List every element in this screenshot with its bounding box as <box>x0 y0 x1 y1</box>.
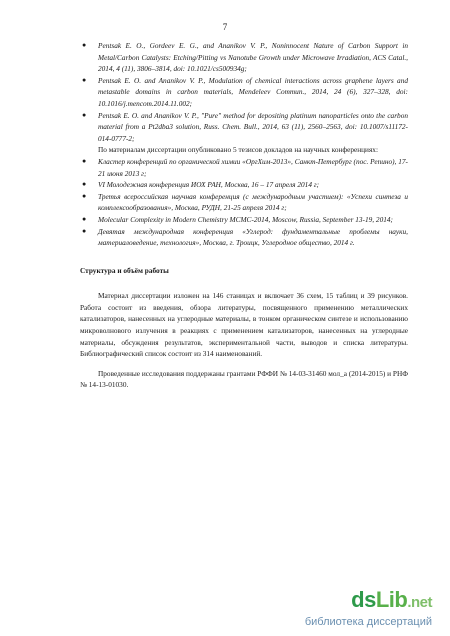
conference-text: Кластер конференций по органической химии «ОргХим-2013», Санкт-Петербург (пос. Репино), 17-21 июня 2013 г; <box>98 156 408 178</box>
bullet-icon: ● <box>82 226 87 235</box>
conference-item <box>80 191 408 214</box>
conference-item <box>80 179 408 191</box>
publication-text: Pentsak E. O., Gordeev E. G., and Ananikov V. P., Noninnocent Nature of Carbon Support in Metal/Carbon Catalysts: Etching/Pitting vs Nanotube Growth under Microwave Irradiation, ACS Catal., 2014, 4 (11), 3806–3814, doi: 10.1021/cs500934g; <box>98 41 408 74</box>
conference-list <box>80 156 408 249</box>
publication-item <box>80 75 408 110</box>
bullet-icon: ● <box>82 110 87 119</box>
theses-intro: По материалам диссертации опубликовано 5 тезисов докладов на научных конференциях: <box>98 145 378 155</box>
bullet-icon: ● <box>82 180 87 189</box>
conference-item <box>80 226 408 249</box>
publication-list <box>80 40 408 144</box>
publication-item <box>80 40 408 75</box>
conference-item <box>80 214 408 226</box>
publication-text: Pentsak E. O. and Ananikov V. P., "Pure" method for depositing platinum nanoparticles onto the carbon material from a Pt2dba3 solution, Russ. Chem. Bull., 2014, 63 (11), 2560–2563, doi: 10.1007/s11172-014-0777-2; <box>98 110 408 143</box>
bullet-icon: ● <box>82 41 87 49</box>
page-content <box>80 40 408 391</box>
watermark-caption: библиотека диссертаций <box>304 616 432 628</box>
conference-item <box>80 156 408 179</box>
conference-text: Девятая международная конференция «Углерод: фундаментальные проблемы науки, материаловедение, технология», Москва, г. Троицк, Углеродное общество, 2014 г. <box>98 226 408 248</box>
publication-item <box>80 110 408 145</box>
dslib-watermark <box>305 589 432 628</box>
section-heading: Структура и объём работы <box>80 265 169 275</box>
dslib-logo: dsLib.net <box>351 587 432 612</box>
page-number: 7 <box>222 22 228 32</box>
grants-paragraph: Проведенные исследования поддержаны грантами РФФИ № 14-03-31460 мол_а (2014-2015) и РНФ № 14-13-01030. <box>80 368 408 390</box>
conference-text: Третья всероссийская научная конференция (с международным участием): «Успехи синтеза и комплексообразования», Москва, РУДН, 21-25 апреля 2014 г; <box>98 191 408 213</box>
structure-paragraph: Материал диссертации изложен на 146 станицах и включает 36 схем, 15 таблиц и 39 рисунков. Работа состоит из введения, обзора литературы, посвященного применению металлических катализаторов, нанесенных на углеродные материалы, в тонком органическом синтезе и использованию микроволнового излучения в реакциях с применением катализаторов, нанесенных на углеродные материалы, обсуждения результатов, экспериментальной части, выводов и списка литературы. Библиографический список состоит из 314 наименований. <box>80 291 408 359</box>
conference-text: VI Молодежная конференция ИОХ РАН, Москва, 16 – 17 апреля 2014 г; <box>98 180 320 190</box>
bullet-icon: ● <box>82 191 87 200</box>
publication-text: Pentsak E. O. and Ananikov V. P., Modulation of chemical interactions across graphene layers and metastable domains in carbon materials, Mendeleev Commun., 2014, 24 (6), 327–328, doi: 10.1016/j.mencom.2014.11.002; <box>98 75 408 108</box>
conference-text: Molecular Complexity in Modern Chemistry MCMC-2014, Moscow, Russia, September 13-19, 2014; <box>98 214 393 224</box>
bullet-icon: ● <box>82 156 87 165</box>
bullet-icon: ● <box>82 75 87 84</box>
bullet-icon: ● <box>82 214 87 223</box>
